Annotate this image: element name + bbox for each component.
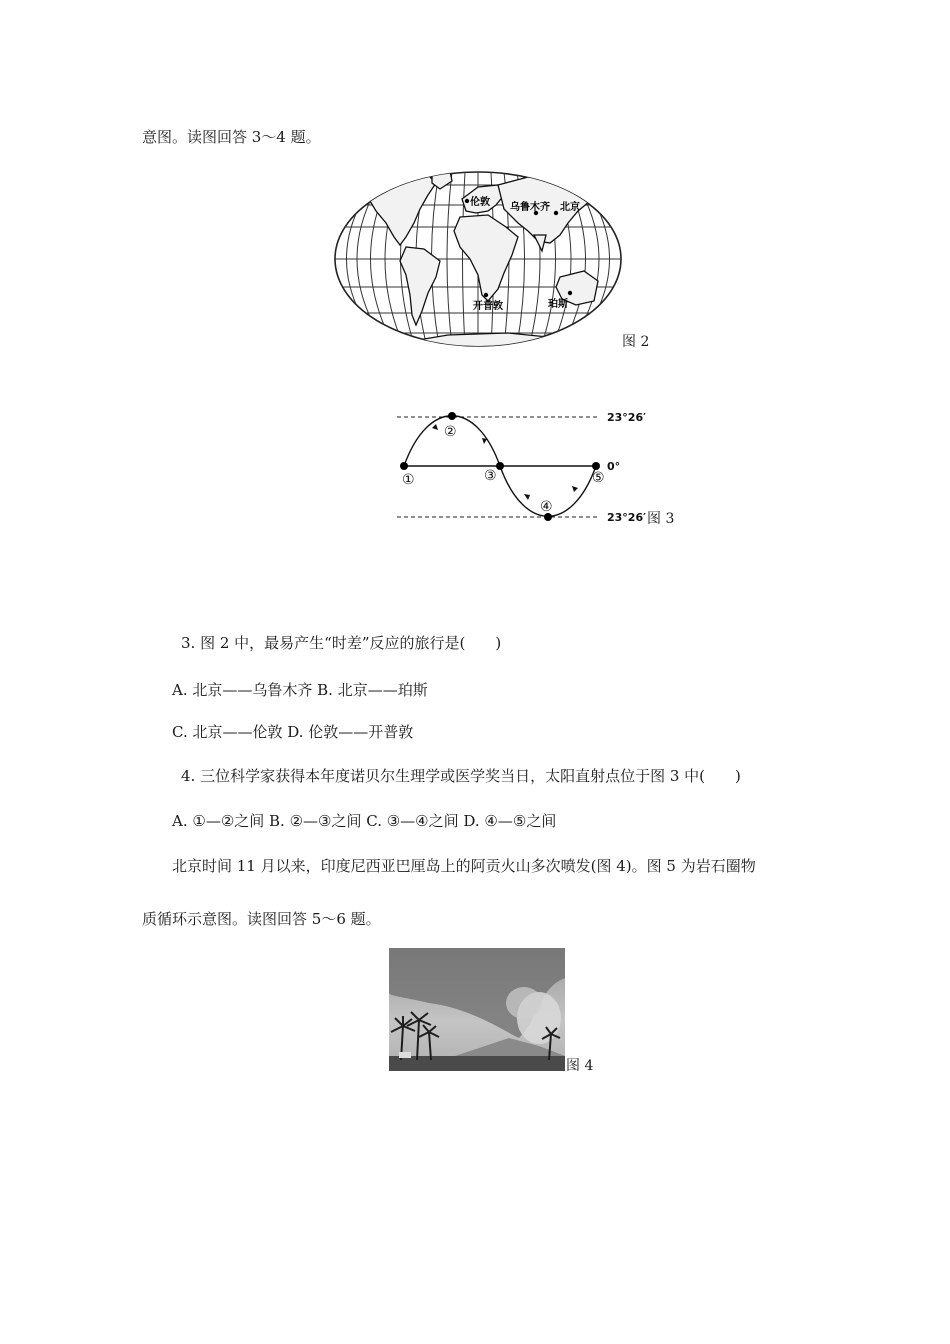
question-4-options: A. ①—②之间 B. ②—③之间 C. ③—④之间 D. ④—⑤之间 xyxy=(172,812,557,830)
question-3-options-ab: A. 北京——乌鲁木齐 B. 北京——珀斯 xyxy=(172,681,428,699)
figure2-world-map xyxy=(328,165,628,355)
lat-zero-label: 0° xyxy=(607,460,621,473)
city-label-beijing: 北京 xyxy=(560,202,580,213)
point-1-label: ① xyxy=(402,472,415,488)
point-5-label: ⑤ xyxy=(592,470,605,486)
city-label-capetown: 开普敦 xyxy=(473,301,503,312)
city-label-london: 伦敦 xyxy=(470,197,490,208)
lat-top-label: 23°26′ xyxy=(607,411,647,424)
figure4-volcano-photo xyxy=(389,948,565,1071)
point-2-label: ② xyxy=(444,424,457,440)
figure2-caption: 图 2 xyxy=(622,334,650,350)
point-4-label: ④ xyxy=(540,499,553,515)
city-label-perth: 珀斯 xyxy=(548,299,568,310)
lat-bottom-label: 23°26′ xyxy=(607,511,647,524)
figure4-caption: 图 4 xyxy=(566,1058,594,1074)
question-3-options-cd: C. 北京——伦敦 D. 伦敦——开普敦 xyxy=(172,723,414,741)
question-4-stem: 4. 三位科学家获得本年度诺贝尔生理学或医学奖当日，太阳直射点位于图 3 中( ) xyxy=(181,767,741,785)
question-3-stem: 3. 图 2 中，最易产生“时差”反应的旅行是( ) xyxy=(181,634,502,652)
point-3-label: ③ xyxy=(484,468,497,484)
intro-text: 意图。读图回答 3～4 题。 xyxy=(142,128,321,146)
passage-line-1: 北京时间 11 月以来，印度尼西亚巴厘岛上的阿贡火山多次喷发(图 4)。图 5 为岩石圈物 xyxy=(172,857,756,875)
city-label-urumqi: 乌鲁木齐 xyxy=(510,202,550,213)
passage-line-2: 质循环示意图。读图回答 5～6 题。 xyxy=(142,910,381,928)
figure3-caption: 图 3 xyxy=(647,511,675,527)
